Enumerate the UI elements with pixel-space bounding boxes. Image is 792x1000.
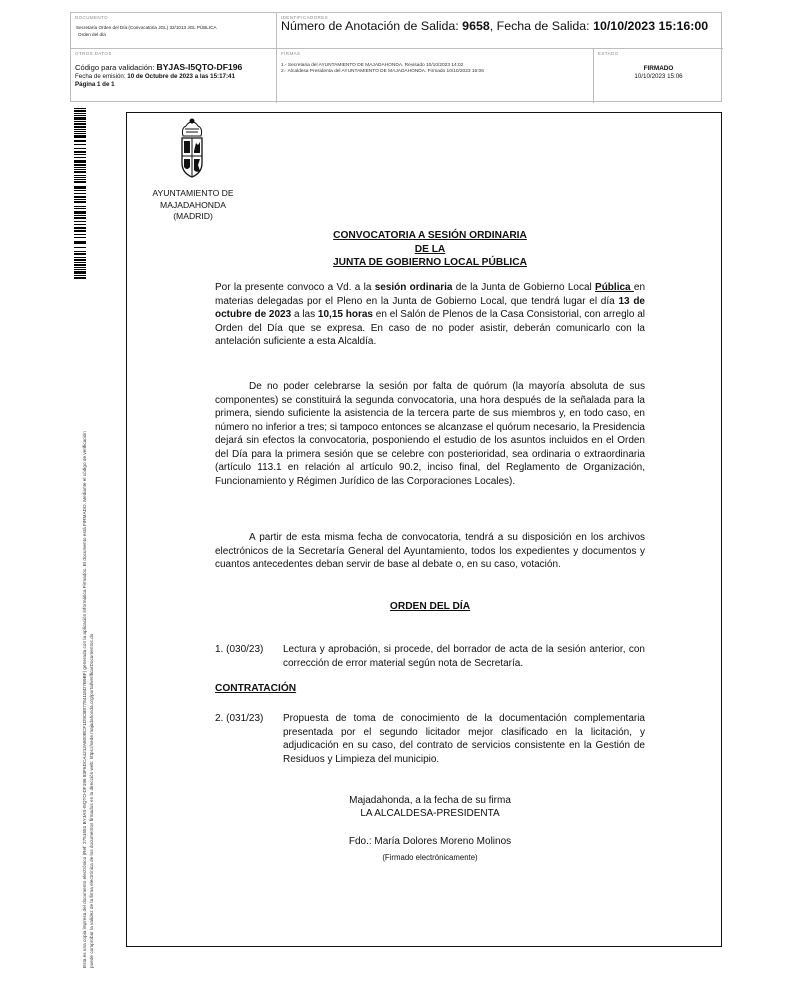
estado-caption: ESTADO [598,51,619,56]
signature-place-date: Majadahonda, a la fecha de su firma [349,795,511,806]
estado-cell [594,49,723,103]
ayuntamiento-line3: (MADRID) [173,211,213,221]
convocatoria-paragraph [215,281,645,349]
p1-sesion-ordinaria: sesión ordinaria [374,282,453,293]
firma-line-2: 2.- Alcaldesa Presidenta del AYUNTAMIENTO DE MAJADAHONDA. Firmado 10/10/2023 15:06 [281,69,484,74]
signature-role: LA ALCALDESA-PRESIDENTA [360,808,500,819]
codigo-validacion [75,62,242,72]
legal-notice-line2: puede comprobar la validez de la firma electrónica de los documentos firmados en la dirección web: https://sede.majadahonda.org/portal/verificarDocumentos.do [89,633,94,968]
emision-label: Fecha de emisión: [75,73,128,80]
quorum-text: De no poder celebrarse la sesión por falta de quórum (la mayoría absoluta de sus componentes) se constituirá la segunda convocatoria, una hora después de la señalada para la primera, siendo suficiente la asistencia de la tercera parte de sus miembros y, en todo caso, en número no inferior a tres; si tampoco entonces se alcanzase el quórum necesario, la Presidencia dejará sin efectos la convocatoria, posponiendo el estudio de los asuntos incluidos en el Orden del Día para la primera sesión que se celebre con posterioridad, sea ordinaria o extraordinaria (artículo 113.1 en relación al artículo 90.2, inciso final, del Reglamento de Organización, Funcionamiento y Régimen Jurídico de las Corporaciones Locales). [215,381,645,487]
p1-text4: a las [291,309,318,320]
signature-electronic-note: (Firmado electrónicamente) [382,853,478,862]
registro-salida [281,19,721,33]
registro-prefix: Número de Anotación de Salida: [281,19,463,33]
fecha-emision [75,73,235,80]
documentation-text: A partir de esta misma fecha de convocatoria, tendrá a su disposición en los archivos electrónicos de la Secretaría General del Ayuntamiento, todos los expedientes y documentos y cuantos antecedentes deban servir de base al debate o, en su caso, votación. [215,532,645,570]
signature-name: Fdo.: María Dolores Moreno Molinos [348,836,512,847]
agenda-item-number: 1. (030/23) [215,644,264,655]
documento-line2: Orden del día [78,32,106,37]
emision-value: 10 de Octubre de 2023 a las 15:17:41 [127,73,235,80]
p1-text2: de la Junta de Gobierno Local [452,282,596,293]
p1-text3: en materias delegadas por el Pleno en la Junta de Gobierno Local, que tendrá lugar el día [215,282,646,307]
agenda-item-number: 2. (031/23) [215,713,264,724]
documento-caption: DOCUMENTO [75,15,109,20]
title-line2: DE LA [414,243,446,255]
p1-publica: Pública [595,282,634,293]
p1-fecha-sesion: 13 de octubre de 2023 [215,295,645,320]
estado-status: FIRMADO [643,65,674,72]
vertical-legal-notice [81,288,95,968]
documentation-paragraph [215,531,645,572]
orden-del-dia-heading: ORDEN DEL DÍA [389,601,471,612]
registro-fecha: 10/10/2023 15:16:00 [593,19,709,33]
otros-datos-caption: OTROS DATOS [75,51,112,56]
identificadores-caption: IDENTIFICADORES [281,15,329,20]
codigo-label: Código para validación: [75,63,157,72]
documento-line1: Secretaría Orden del Día (Convocatoria JGL) 32/1013 JGL PÚBLICA [76,25,217,30]
registro-mid: , Fecha de Salida: [489,19,594,33]
firmas-cell [277,49,594,103]
estado-date: 10/10/2023 15:06 [634,73,683,80]
p1-text1: Por la presente convoco a Vd. a la [215,282,375,293]
quorum-paragraph [215,380,645,488]
ayuntamiento-heading [145,188,241,223]
document-title [252,229,608,270]
title-line3: JUNTA DE GOBIERNO LOCAL PÚBLICA [333,257,527,268]
legal-notice-line1: Esta es una copia impresa del documento electrónico (Ref: 2751551 BYJAS-I5QTO-DF196 83F6DCA4212A800BCF1D9CB87784115D7B9BF) generada con la aplicación informática Firmadoc. El documento está FIRMADO. Mediante el código de verificación [82,431,87,968]
validation-barcode [74,108,86,284]
otros-datos-cell [71,49,277,103]
agenda-item-text: Propuesta de toma de conocimiento de la documentación complementaria presentada por el segundo licitador mejor clasificado en la licitación, y adjudicación en su caso, del contrato de servicios consistente en la Gestión de Residuos y Limpieza del municipio. [283,713,645,765]
agenda-item-text: Lectura y aprobación, si procede, del borrador de acta de la sesión anterior, con corrección de error material según nota de Secretaría. [283,644,645,669]
ayuntamiento-line1: AYUNTAMIENTO DE [152,188,234,198]
firmas-caption: FIRMAS [281,51,301,56]
codigo-value[interactable]: BYJAS-I5QTO-DF196 [156,62,243,72]
contratacion-heading: CONTRATACIÓN [215,683,297,694]
pagina-indicator: Página 1 de 1 [75,81,115,88]
p1-hora-sesion: 10,15 horas [317,309,373,320]
p1-text5: en el Salón de Plenos de la Casa Consistorial, con arreglo al Orden del Día que se expresa. En caso de no poder asistir, deberán comunicarlo con la antelación suficiente a esta Alcaldía. [215,309,645,347]
municipal-coat-of-arms-icon [176,117,208,185]
documento-cell [71,13,277,49]
ayuntamiento-line2: MAJADAHONDA [160,199,226,210]
identificadores-cell [277,13,723,49]
document-metadata-header [70,12,722,102]
firma-line-1: 1.- Secretaria del AYUNTAMIENTO DE MAJADAHONDA. Revisado 10/10/2023 14:02 [281,63,464,68]
registro-numero: 9658 [462,19,490,33]
title-line1: CONVOCATORIA A SESIÓN ORDINARIA [333,230,527,241]
agenda-item [215,712,645,770]
agenda-item [215,643,645,673]
